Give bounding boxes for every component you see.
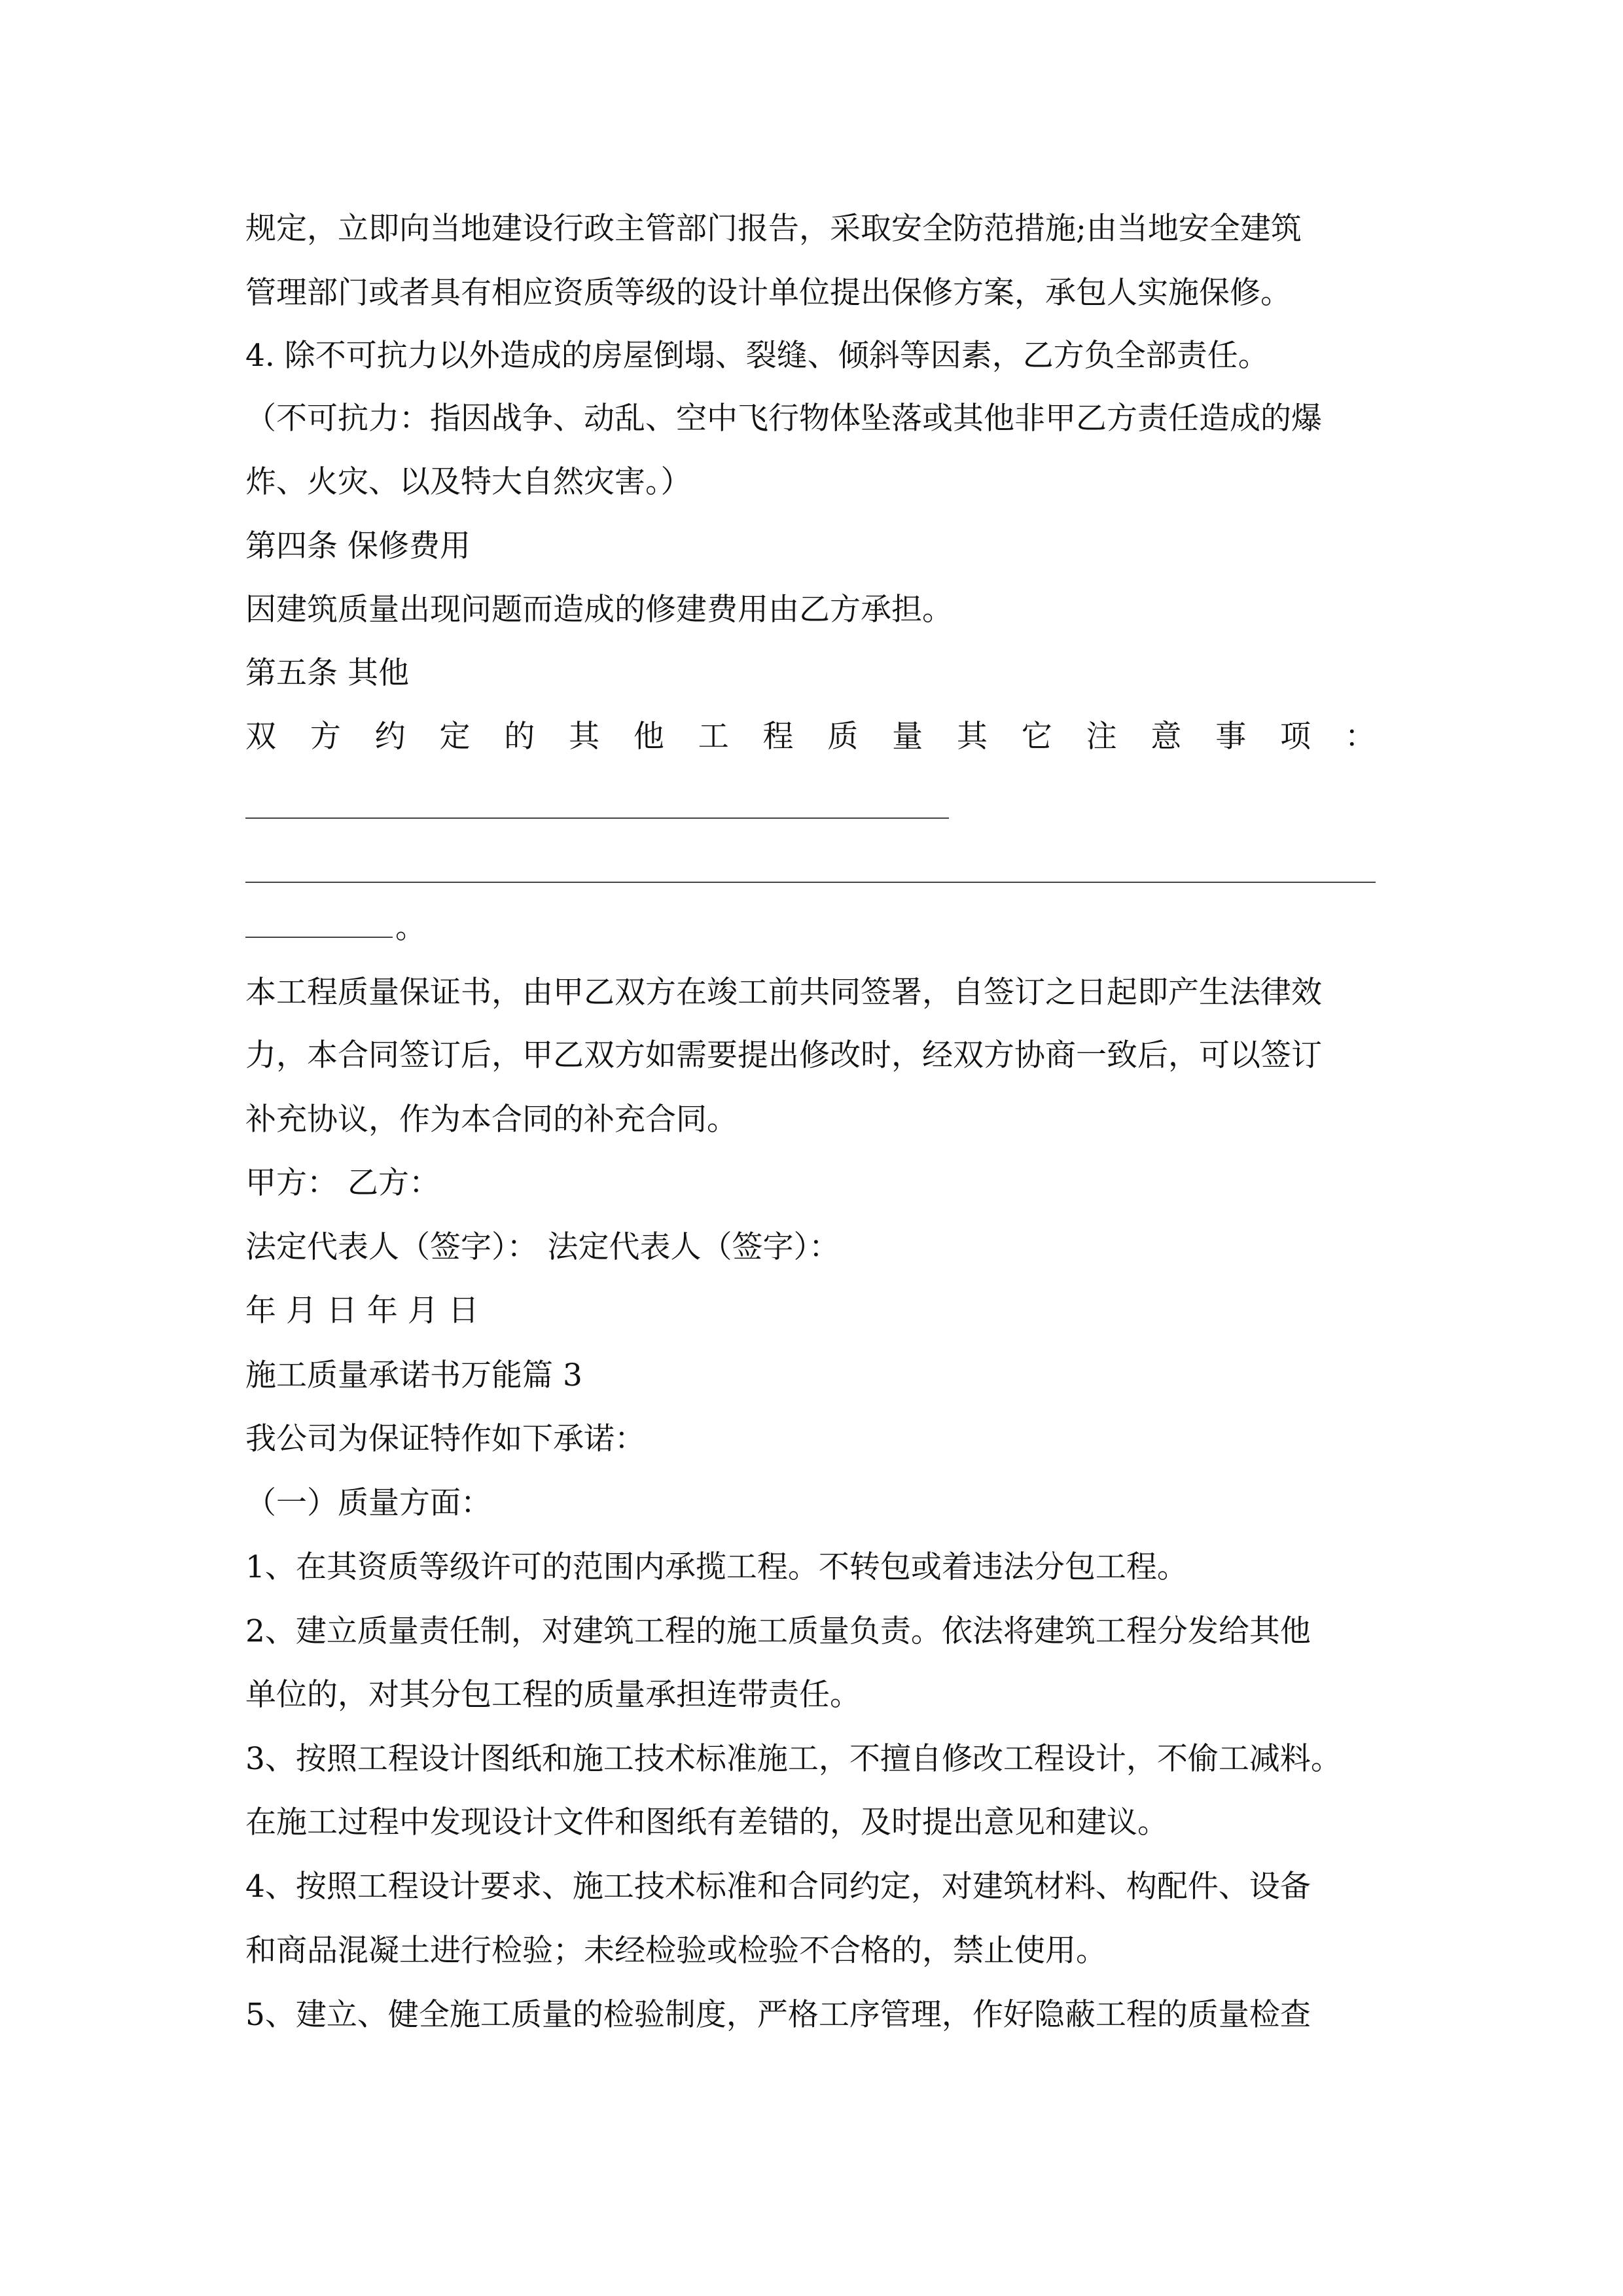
spaced-char: 量 [892,719,923,755]
list-item-5: 5、建立、健全施工质量的检验制度，严格工序管理，作好隐蔽工程的质量检查 [245,1997,1311,2033]
document-title: 施工质量承诺书万能篇 3 [245,1357,582,1393]
list-item-2: 2、建立质量责任制，对建筑工程的施工质量负责。依法将建筑工程分发给其他 [245,1613,1311,1649]
party-labels: 甲方： 乙方： [245,1165,440,1201]
section-heading-quality: （一）质量方面： [245,1485,491,1521]
list-item-2-cont: 单位的，对其分包工程的质量承担连带责任。 [245,1677,861,1713]
list-item-3-cont: 在施工过程中发现设计文件和图纸有差错的，及时提出意见和建议。 [245,1804,1168,1840]
date-line: 年 月 日 年 月 日 [245,1293,479,1329]
representative-signature: 法定代表人（签字）： 法定代表人（签字）： [245,1229,840,1265]
spaced-char: 程 [762,719,794,755]
blank-fill-line-1 [245,817,949,819]
spaced-char: 他 [633,719,664,755]
spaced-char: 项 [1280,719,1311,755]
spaced-char: 它 [1021,719,1052,755]
list-item-3: 3、按照工程设计图纸和施工技术标准施工，不擅自修改工程设计，不偷工减料。 [245,1741,1342,1777]
spaced-char: 质 [827,719,859,755]
spaced-char: 定 [439,719,471,755]
text-line-11: 力，本合同签订后，甲乙双方如需要提出修改时，经双方协商一致后，可以签订 [245,1037,1322,1073]
spaced-text-line [245,717,1376,757]
spaced-char: 意 [1150,719,1182,755]
text-line-4: （不可抗力：指因战争、动乱、空中飞行物体坠落或其他非甲乙方责任造成的爆 [245,401,1322,437]
spaced-char: 约 [374,719,406,755]
text-line-7: 因建筑质量出现问题而造成的修建费用由乙方承担。 [245,592,953,628]
text-line-17: 我公司为保证特作如下承诺： [245,1421,645,1457]
text-line-1: 规定，立即向当地建设行政主管部门报告，采取安全防范措施;由当地安全建筑 [245,211,1302,247]
spaced-char: 工 [698,719,729,755]
text-line-5: 炸、火灾、以及特大自然灾害。） [245,464,692,500]
list-item-1: 1、在其资质等级许可的范围内承揽工程。不转包或着违法分包工程。 [245,1549,1188,1585]
section-heading-5: 第五条 其他 [245,655,409,691]
text-line-2: 管理部门或者具有相应资质等级的设计单位提出保修方案，承包人实施保修。 [245,275,1291,311]
spaced-char: ： [1344,719,1376,755]
blank-fill-line-end [245,908,426,948]
period-mark: 。 [395,910,426,946]
spaced-char: 其 [956,719,988,755]
text-line-3: 4. 除不可抗力以外造成的房屋倒塌、裂缝、倾斜等因素，乙方负全部责任。 [245,338,1269,374]
blank-underline [245,910,393,938]
spaced-char: 事 [1215,719,1247,755]
text-line-12: 补充协议，作为本合同的补充合同。 [245,1102,738,1138]
list-item-4-cont: 和商品混凝土进行检验；未经检验或检验不合格的，禁止使用。 [245,1933,1107,1969]
spaced-char: 的 [504,719,535,755]
list-item-4: 4、按照工程设计要求、施工技术标准和合同约定，对建筑材料、构配件、设备 [245,1869,1311,1905]
spaced-char: 方 [310,719,341,755]
spaced-char: 其 [569,719,600,755]
text-line-10: 本工程质量保证书，由甲乙双方在竣工前共同签署，自签订之日起即产生法律效 [245,975,1322,1011]
section-heading-4: 第四条 保修费用 [245,528,471,564]
spaced-char: 注 [1086,719,1117,755]
spaced-char: 双 [245,719,276,755]
blank-fill-line-2 [245,882,1376,883]
